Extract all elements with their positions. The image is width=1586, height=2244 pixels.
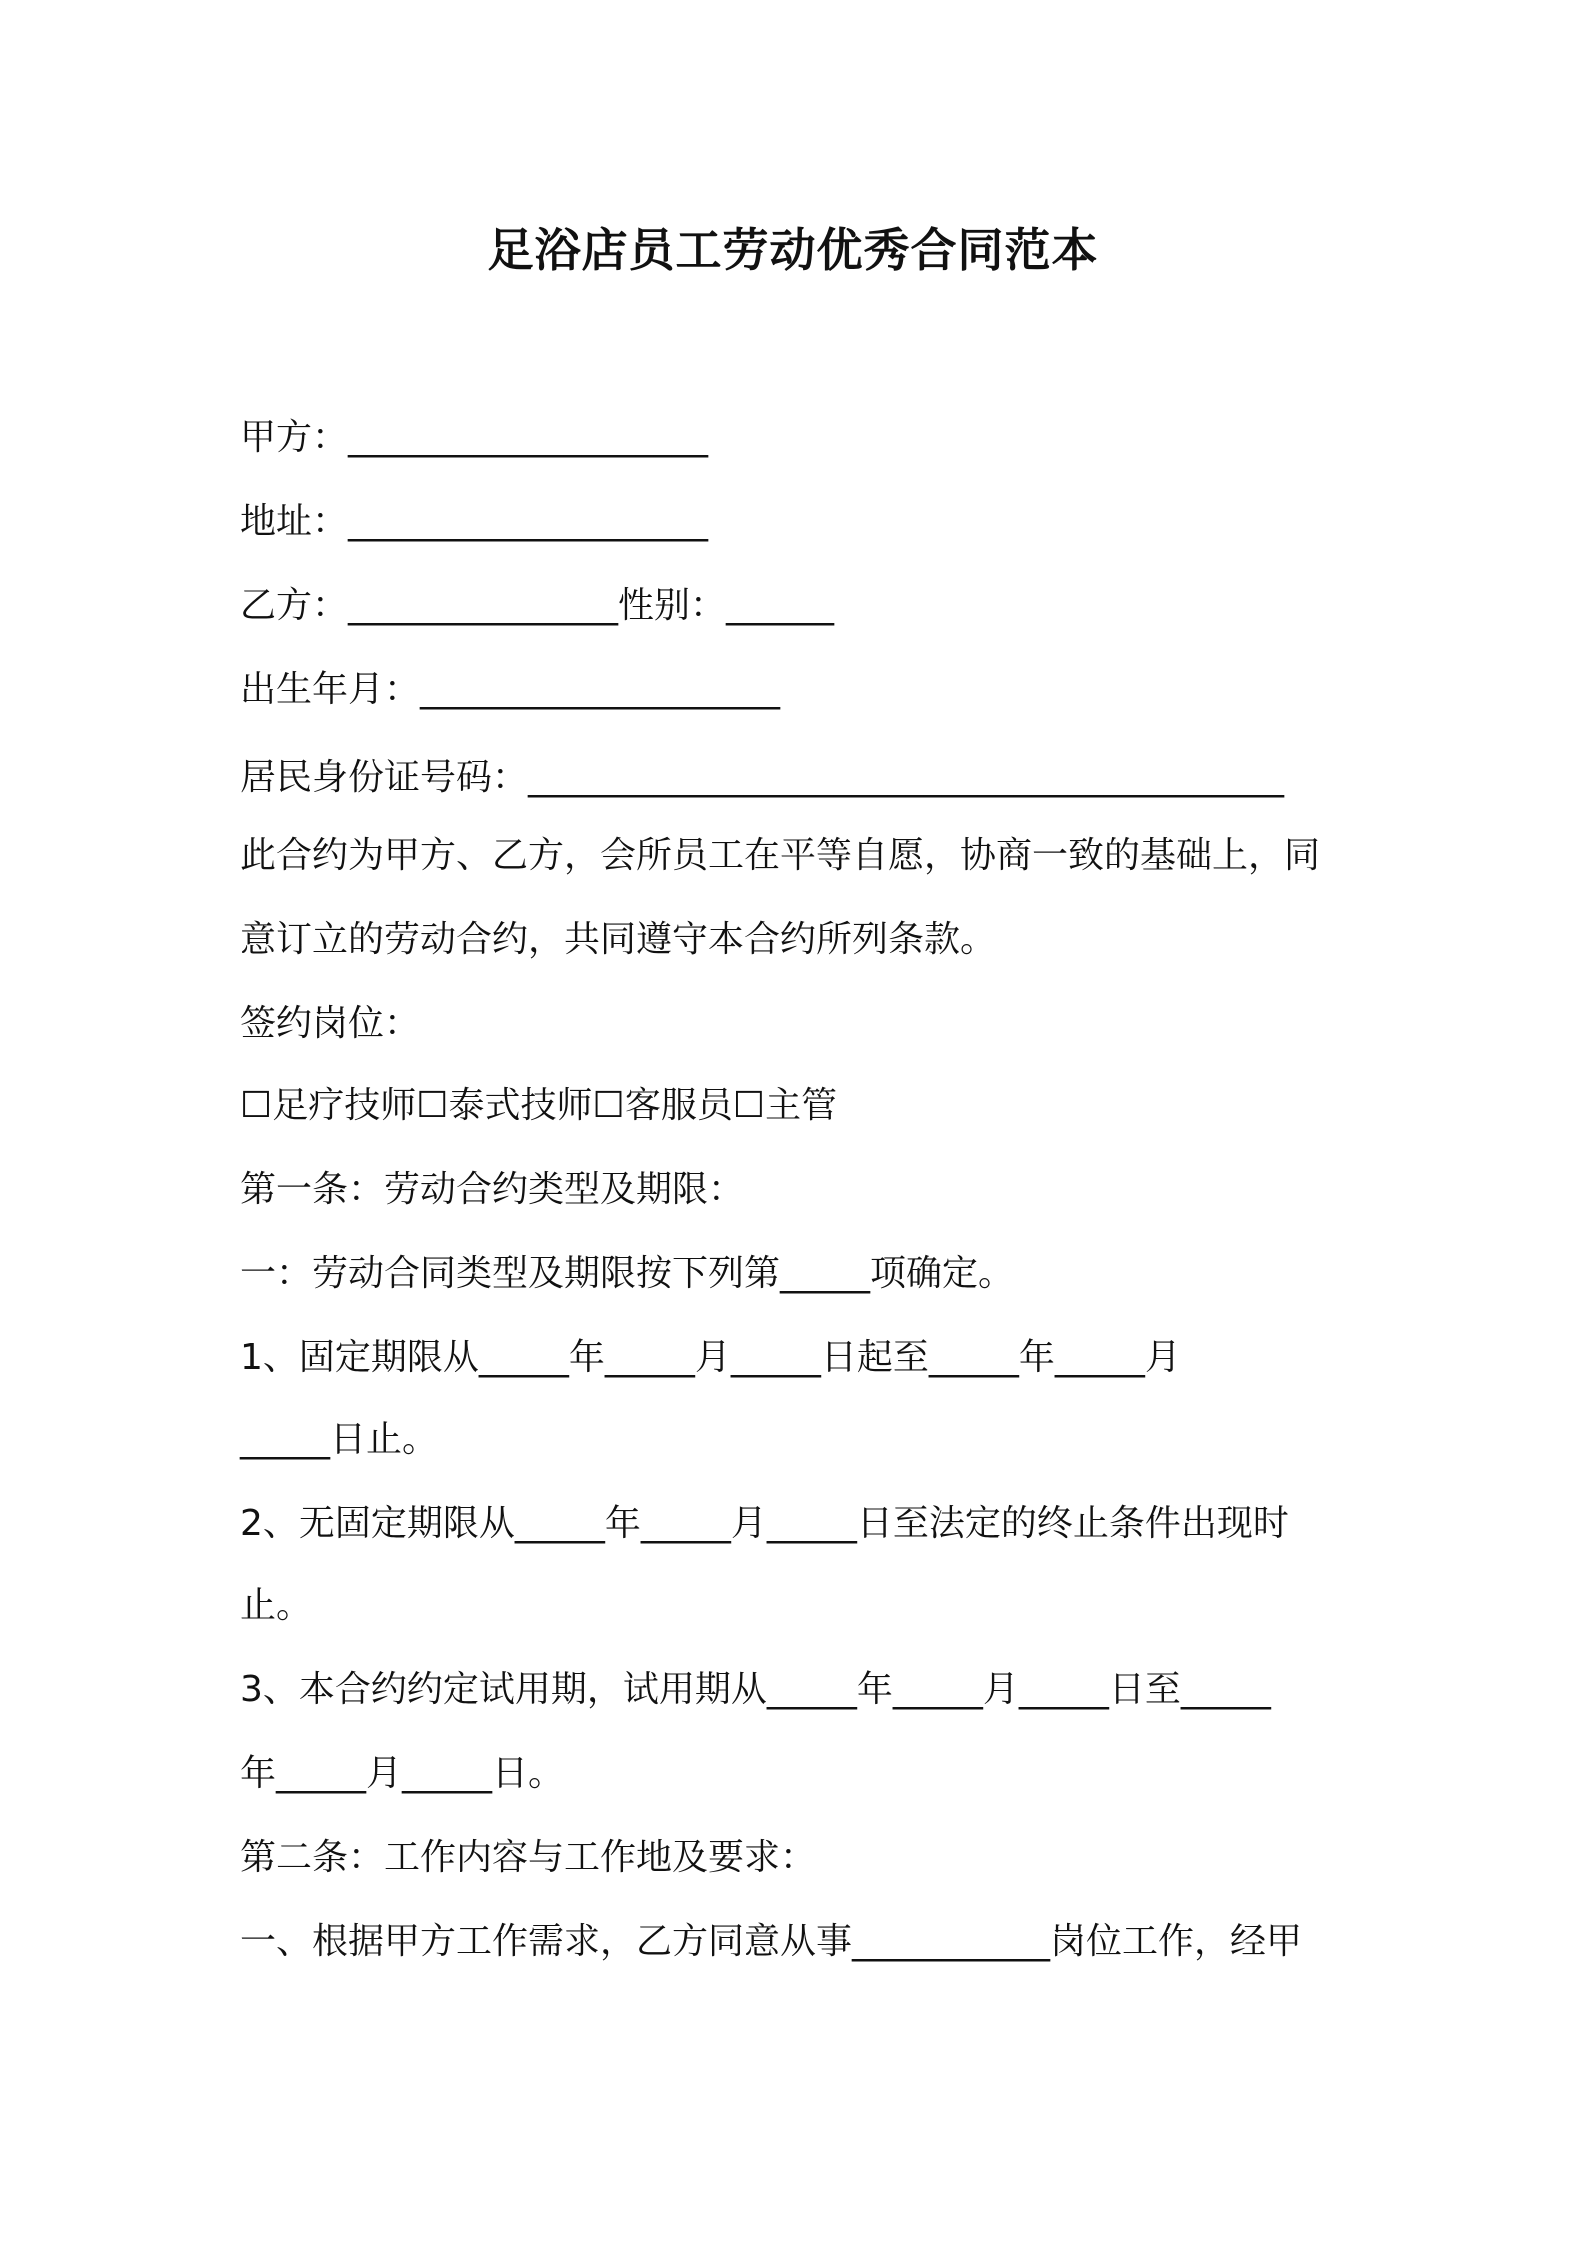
probation-line-2: 年_____月_____日。 [240,1753,565,1794]
party-a-line: 甲方：____________________ [240,417,709,458]
intro-paragraph-line-1: 此合约为甲方、乙方，会所员工在平等自愿，协商一致的基础上，同 [240,835,1321,876]
open-term-line-2: 止。 [240,1585,313,1626]
fixed-term-line-2: _____日止。 [240,1419,439,1460]
fixed-term-line-1: 1、固定期限从_____年_____月_____日起至_____年_____月 [240,1337,1181,1378]
article-one-heading: 第一条：劳动合约类型及期限： [240,1169,745,1210]
open-term-line-1: 2、无固定期限从_____年_____月_____日至法定的终止条件出现时 [240,1503,1289,1544]
address-line: 地址：____________________ [240,501,709,542]
article-two-heading: 第二条：工作内容与工作地及要求： [240,1837,817,1878]
position-options: ☐足疗技师☐泰式技师☐客服员☐主管 [240,1085,838,1126]
position-heading: 签约岗位： [240,1003,421,1044]
birth-date-line: 出生年月：____________________ [240,669,781,710]
article-two-item-1: 一、根据甲方工作需求，乙方同意从事___________岗位工作，经甲 [240,1921,1303,1962]
party-b-gender-line: 乙方：_______________性别：______ [240,585,835,626]
id-number-line: 居民身份证号码：__________________________________________ [240,757,1285,798]
probation-line-1: 3、本合约约定试用期，试用期从_____年_____月_____日至_____ [240,1669,1271,1710]
document-title: 足浴店员工劳动优秀合同范本 [487,223,1099,277]
article-one-item-intro: 一：劳动合同类型及期限按下列第_____项确定。 [240,1253,1015,1294]
intro-paragraph-line-2: 意订立的劳动合约，共同遵守本合约所列条款。 [240,919,997,960]
